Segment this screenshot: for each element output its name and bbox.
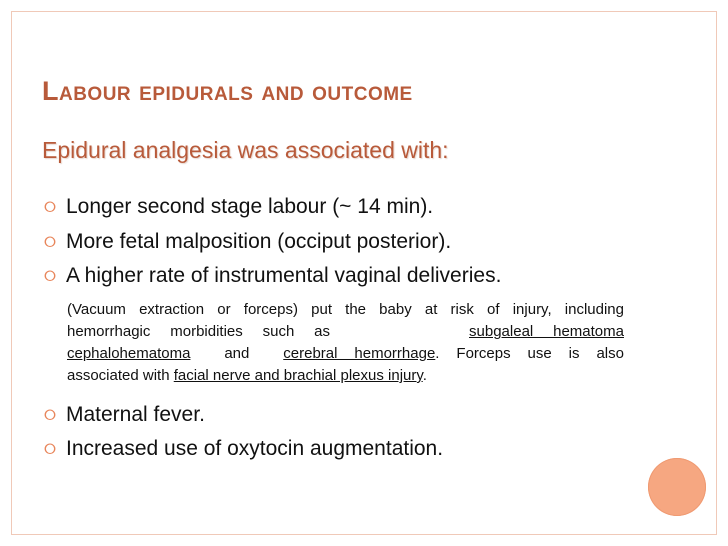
cerebral-hemorrhage-link[interactable]: cerebral hemorrhage bbox=[283, 345, 436, 362]
bullet-text: Increased use of oxytocin augmentation. bbox=[66, 437, 444, 460]
bullet-item bbox=[44, 437, 443, 461]
note-text: . Forceps use is also bbox=[435, 345, 624, 362]
bullet-text: A higher rate of instrumental vaginal deliveries. bbox=[66, 264, 502, 287]
bullet-text: Longer second stage labour (~ 14 min). bbox=[66, 195, 434, 218]
hollow-circle-bullet-icon: ⭘ bbox=[44, 233, 57, 251]
hollow-circle-bullet-icon: ⭘ bbox=[44, 440, 57, 458]
bullet-text: Maternal fever. bbox=[66, 403, 205, 426]
note-line bbox=[67, 321, 624, 343]
note-text: and bbox=[224, 345, 250, 362]
note-text: hemorrhagic morbidities such as bbox=[67, 323, 331, 340]
hollow-circle-bullet-icon: ⭘ bbox=[44, 198, 57, 216]
hollow-circle-bullet-icon: ⭘ bbox=[44, 267, 57, 285]
bullet-item bbox=[44, 403, 205, 427]
decorative-corner-circle bbox=[648, 458, 706, 516]
note-line bbox=[67, 343, 624, 365]
slide-subtitle: Epidural analgesia was associated with: bbox=[42, 137, 449, 163]
facial-nerve-injury-link[interactable]: facial nerve and brachial plexus injury bbox=[173, 367, 423, 384]
cephalohematoma-link[interactable]: cephalohematoma bbox=[67, 345, 191, 362]
note-line bbox=[67, 365, 624, 387]
note-line: (Vacuum extraction or forceps) put the baby at risk of injury, including bbox=[67, 301, 624, 318]
subgaleal-hematoma-link[interactable]: subgaleal hematoma bbox=[469, 323, 624, 340]
bullet-item bbox=[44, 264, 501, 288]
bullet-item bbox=[44, 195, 433, 219]
bullet-item bbox=[44, 230, 451, 254]
bullet-text: More fetal malposition (occiput posterior). bbox=[66, 230, 452, 253]
note-text: . bbox=[422, 367, 427, 384]
hollow-circle-bullet-icon: ⭘ bbox=[44, 406, 57, 424]
note-paragraph bbox=[67, 299, 624, 387]
slide-title: Labour epidurals and outcome bbox=[42, 76, 413, 106]
note-text: associated with bbox=[67, 367, 170, 384]
